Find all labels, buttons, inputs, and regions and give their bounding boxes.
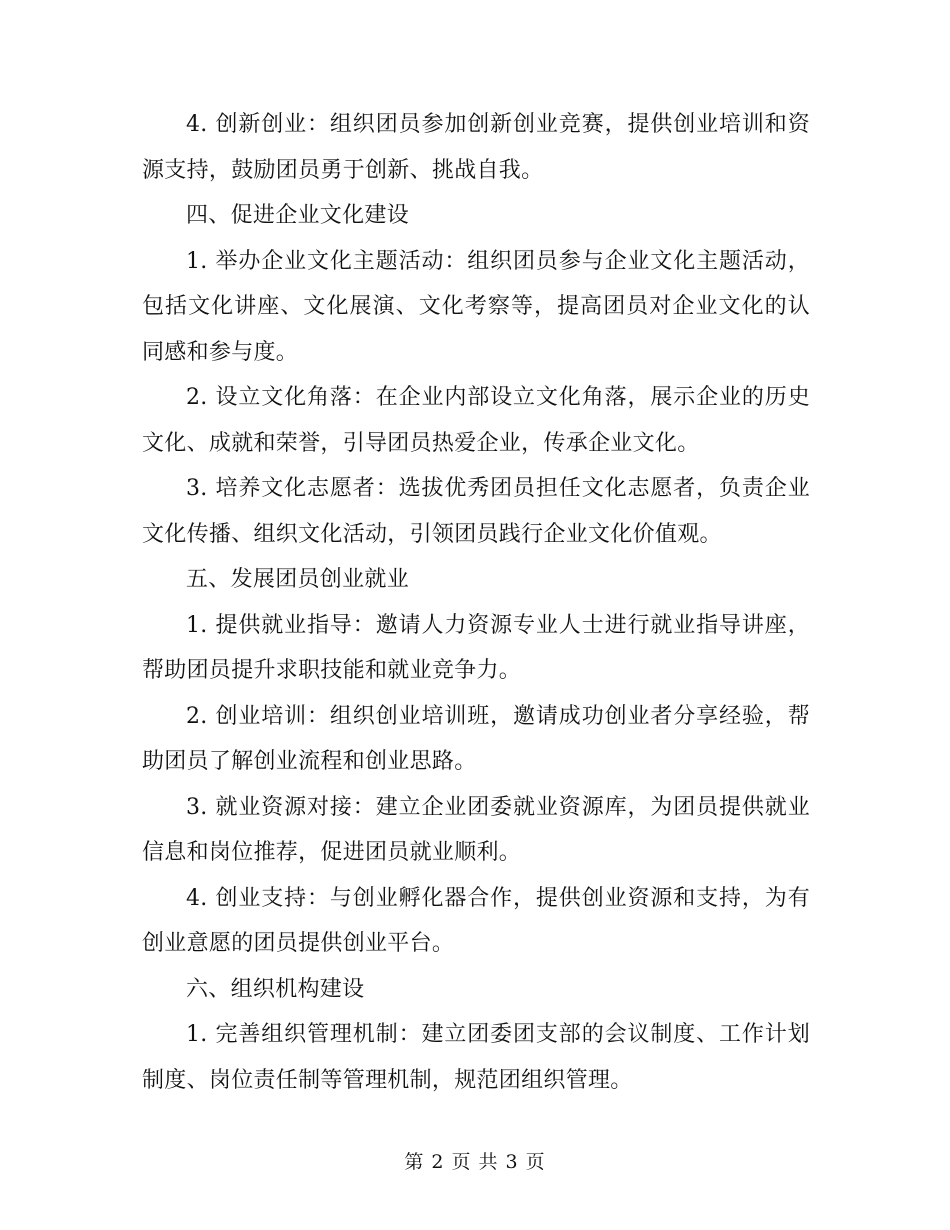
document-body <box>142 102 810 1103</box>
paragraph-culture-activities: 1. 举办企业文化主题活动：组织团员参与企业文化主题活动，包括文化讲座、文化展演、文化考察等，提高团员对企业文化的认同感和参与度。 <box>142 248 810 365</box>
page-footer: 第 2 页 共 3 页 <box>404 1151 546 1173</box>
section-heading-employment: 五、发展团员创业就业 <box>186 567 410 592</box>
paragraph-entrepreneurship-training: 2. 创业培训：组织创业培训班，邀请成功创业者分享经验，帮助团员了解创业流程和创业思路。 <box>142 703 810 774</box>
paragraph-culture-volunteers: 3. 培养文化志愿者：选拔优秀团员担任文化志愿者，负责企业文化传播、组织文化活动，引领团员践行企业文化价值观。 <box>142 476 810 547</box>
paragraph-culture-corner: 2. 设立文化角落：在企业内部设立文化角落，展示企业的历史文化、成就和荣誉，引导团员热爱企业，传承企业文化。 <box>142 385 810 456</box>
paragraph-management-mechanism: 1. 完善组织管理机制：建立团委团支部的会议制度、工作计划制度、岗位责任制等管理机制，规范团组织管理。 <box>142 1022 810 1093</box>
paragraph-entrepreneurship-support: 4. 创业支持：与创业孵化器合作，提供创业资源和支持，为有创业意愿的团员提供创业平台。 <box>142 885 810 956</box>
section-heading-corporate-culture: 四、促进企业文化建设 <box>186 203 410 228</box>
paragraph-employment-resources: 3. 就业资源对接：建立企业团委就业资源库，为团员提供就业信息和岗位推荐，促进团员就业顺利。 <box>142 794 810 865</box>
paragraph-innovation-entrepreneurship: 4. 创新创业：组织团员参加创新创业竞赛，提供创业培训和资源支持，鼓励团员勇于创新、挑战自我。 <box>142 112 810 183</box>
paragraph-employment-guidance: 1. 提供就业指导：邀请人力资源专业人士进行就业指导讲座，帮助团员提升求职技能和就业竞争力。 <box>142 612 810 683</box>
section-heading-organization: 六、组织机构建设 <box>186 976 365 1002</box>
